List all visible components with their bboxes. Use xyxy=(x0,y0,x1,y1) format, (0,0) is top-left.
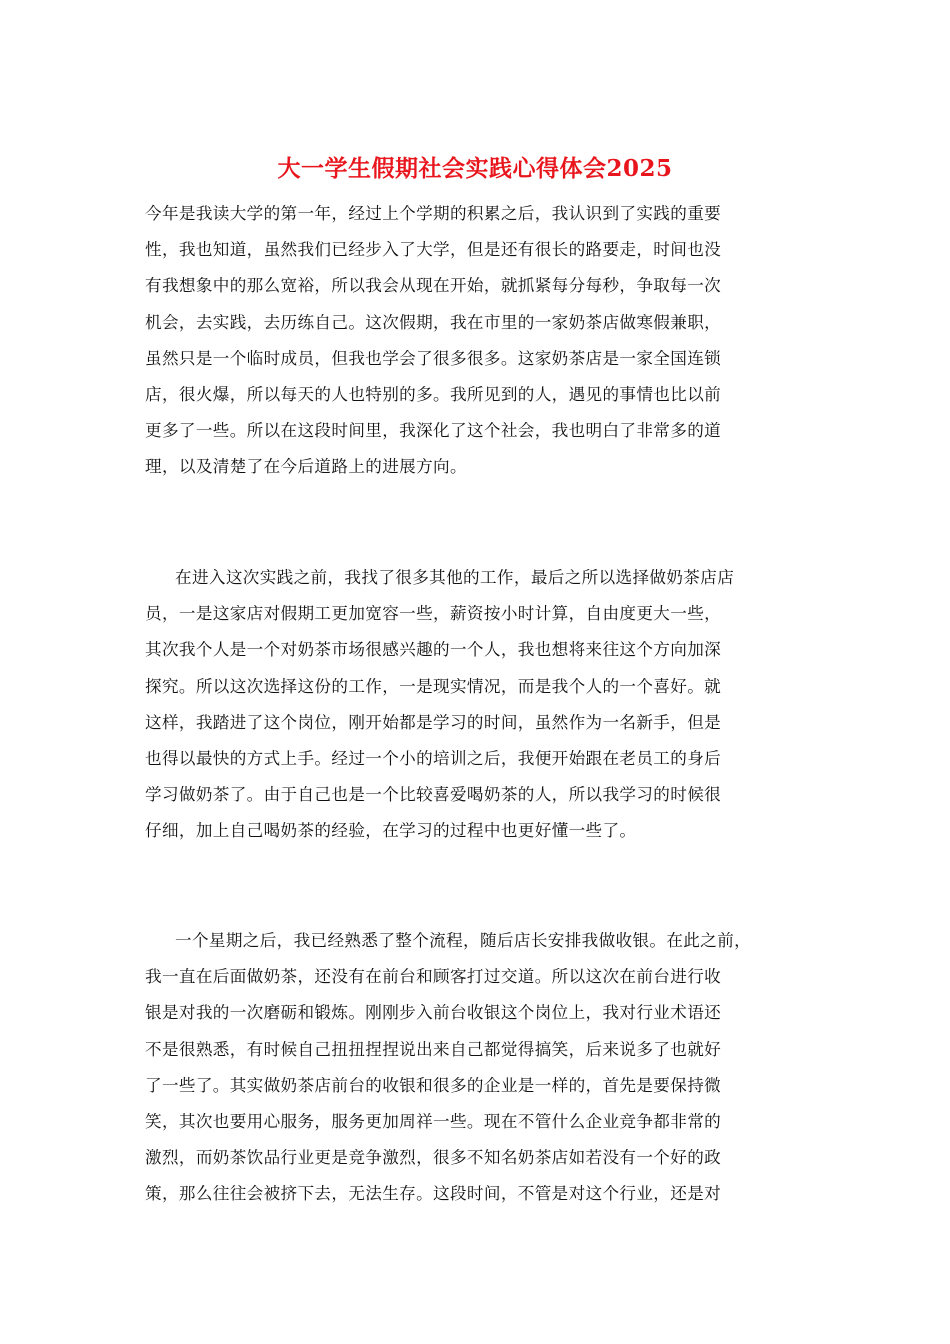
paragraph-line: 策，那么往往会被挤下去，无法生存。这段时间，不管是对这个行业，还是对 xyxy=(145,1184,722,1204)
paragraph-line: 员，一是这家店对假期工更加宽容一些，薪资按小时计算，自由度更大一些， xyxy=(145,604,722,624)
paragraph-line: 探究。所以这次选择这份的工作，一是现实情况，而是我个人的一个喜好。就 xyxy=(145,676,722,696)
paragraph-3 xyxy=(145,923,805,1213)
paragraph-line: 更多了一些。所以在这段时间里，我深化了这个社会，我也明白了非常多的道 xyxy=(145,421,722,441)
paragraph-line: 这样，我踏进了这个岗位，刚开始都是学习的时间，虽然作为一名新手，但是 xyxy=(145,712,722,732)
paragraph-line: 店，很火爆，所以每天的人也特别的多。我所见到的人，遇见的事情也比以前 xyxy=(145,384,722,404)
paragraph-line: 笑，其次也要用心服务，服务更加周祥一些。现在不管什么企业竞争都非常的 xyxy=(145,1111,722,1131)
paragraph-line: 学习做奶茶了。由于自己也是一个比较喜爱喝奶茶的人，所以我学习的时候很 xyxy=(145,785,722,805)
paragraph-line: 机会，去实践，去历练自己。这次假期，我在市里的一家奶茶店做寒假兼职， xyxy=(145,312,722,332)
paragraph-line: 激烈，而奶茶饮品行业更是竞争激烈，很多不知名奶茶店如若没有一个好的政 xyxy=(145,1148,722,1168)
paragraph-line: 性，我也知道，虽然我们已经步入了大学，但是还有很长的路要走，时间也没 xyxy=(145,240,722,260)
paragraph-line: 今年是我读大学的第一年，经过上个学期的积累之后，我认识到了实践的重要 xyxy=(145,204,722,223)
paragraph-line: 银是对我的一次磨砺和锻炼。刚刚步入前台收银这个岗位上，我对行业术语还 xyxy=(145,1003,722,1023)
paragraph-line: 一个星期之后，我已经熟悉了整个流程，随后店长安排我做收银。在此之前， xyxy=(175,931,752,950)
paragraph-line: 有我想象中的那么宽裕，所以我会从现在开始，就抓紧每分每秒，争取每一次 xyxy=(145,276,722,296)
paragraph-line: 也得以最快的方式上手。经过一个小的培训之后，我便开始跟在老员工的身后 xyxy=(145,748,722,768)
paragraph-line: 其次我个人是一个对奶茶市场很感兴趣的一个人，我也想将来往这个方向加深 xyxy=(145,640,722,660)
paragraph-1 xyxy=(145,196,805,486)
paragraph-line: 在进入这次实践之前，我找了很多其他的工作，最后之所以选择做奶茶店店 xyxy=(175,568,735,587)
document-title: 大一学生假期社会实践心得体会2025 xyxy=(277,155,673,182)
paragraph-line: 不是很熟悉，有时候自己扭扭捏捏说出来自己都觉得搞笑，后来说多了也就好 xyxy=(145,1039,722,1059)
paragraph-2 xyxy=(145,560,805,850)
paragraph-line: 我一直在后面做奶茶，还没有在前台和顾客打过交道。所以这次在前台进行收 xyxy=(145,967,722,987)
paragraph-line: 虽然只是一个临时成员，但我也学会了很多很多。这家奶茶店是一家全国连锁 xyxy=(145,348,722,368)
paragraph-line: 仔细，加上自己喝奶茶的经验，在学习的过程中也更好懂一些了。 xyxy=(145,821,637,841)
paragraph-line: 理，以及清楚了在今后道路上的进展方向。 xyxy=(145,457,467,477)
paragraph-line: 了一些了。其实做奶茶店前台的收银和很多的企业是一样的，首先是要保持微 xyxy=(145,1075,722,1095)
